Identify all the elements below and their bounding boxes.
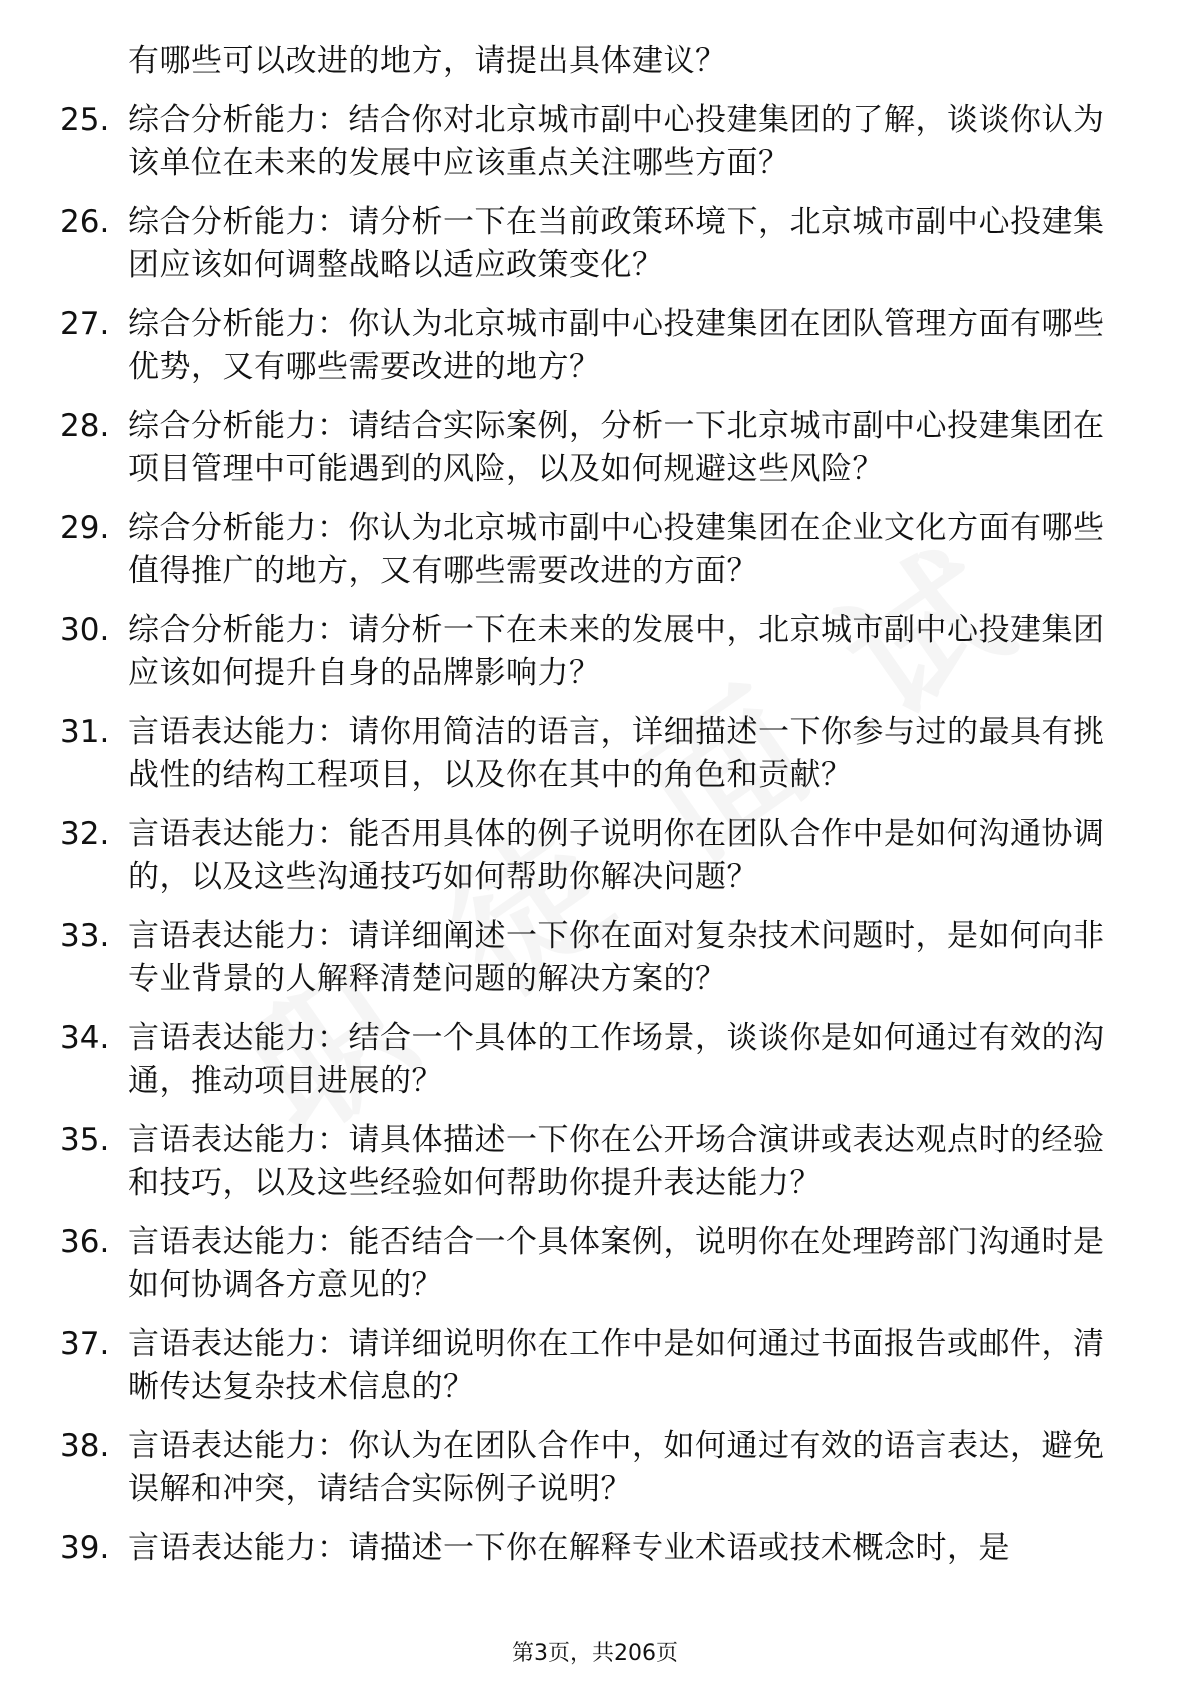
question-text: 综合分析能力：请结合实际案例，分析一下北京城市副中心投建集团在项目管理中可能遇到的风险，以及如何规避这些风险？ [128, 408, 1105, 487]
question-text: 言语表达能力：能否用具体的例子说明你在团队合作中是如何沟通协调的，以及这些沟通技巧如何帮助你解决问题？ [128, 816, 1105, 895]
question-text: 言语表达能力：请详细阐述一下你在面对复杂技术问题时，是如何向非专业背景的人解释清楚问题的解决方案的？ [128, 918, 1105, 997]
question-text: 综合分析能力：结合你对北京城市副中心投建集团的了解，谈谈你认为该单位在未来的发展中应该重点关注哪些方面？ [128, 102, 1105, 181]
question-number: 38. [60, 1428, 110, 1464]
question-number: 35. [60, 1122, 110, 1158]
question-number: 37. [60, 1326, 110, 1362]
question-text: 综合分析能力：你认为北京城市副中心投建集团在团队管理方面有哪些优势，又有哪些需要改进的地方？ [128, 306, 1105, 385]
question-item [60, 1119, 1120, 1205]
question-item [60, 813, 1120, 899]
continuation-text: 有哪些可以改进的地方，请提出具体建议？ [128, 43, 727, 79]
question-item [60, 1425, 1120, 1511]
question-number: 27. [60, 306, 110, 342]
question-text: 言语表达能力：请详细说明你在工作中是如何通过书面报告或邮件，清晰传达复杂技术信息的？ [128, 1326, 1105, 1405]
question-number: 25. [60, 102, 110, 138]
question-item [60, 507, 1120, 593]
question-number: 28. [60, 408, 110, 444]
question-number: 32. [60, 816, 110, 852]
question-text: 言语表达能力：请具体描述一下你在公开场合演讲或表达观点时的经验和技巧，以及这些经验如何帮助你提升表达能力？ [128, 1122, 1105, 1201]
question-text: 言语表达能力：请你用简洁的语言，详细描述一下你参与过的最具有挑战性的结构工程项目，以及你在其中的角色和贡献？ [128, 714, 1105, 793]
question-text: 综合分析能力：你认为北京城市副中心投建集团在企业文化方面有哪些值得推广的地方，又有哪些需要改进的方面？ [128, 510, 1105, 589]
question-item [60, 1221, 1120, 1307]
question-number: 34. [60, 1020, 110, 1056]
question-item [60, 1017, 1120, 1103]
question-number: 31. [60, 714, 110, 750]
question-number: 29. [60, 510, 110, 546]
question-item [60, 99, 1120, 185]
question-list [60, 40, 1120, 1586]
question-item [60, 1527, 1120, 1570]
question-number: 26. [60, 204, 110, 240]
question-item [60, 405, 1120, 491]
question-item [60, 303, 1120, 389]
question-item [60, 201, 1120, 287]
question-text: 言语表达能力：请描述一下你在解释专业术语或技术概念时，是 [128, 1530, 1010, 1566]
question-item [60, 609, 1120, 695]
question-text: 言语表达能力：能否结合一个具体案例，说明你在处理跨部门沟通时是如何协调各方意见的？ [128, 1224, 1105, 1303]
question-text: 综合分析能力：请分析一下在当前政策环境下，北京城市副中心投建集团应该如何调整战略以适应政策变化？ [128, 204, 1105, 283]
question-number: 33. [60, 918, 110, 954]
question-text: 言语表达能力：你认为在团队合作中，如何通过有效的语言表达，避免误解和冲突，请结合实际例子说明？ [128, 1428, 1105, 1507]
question-text: 言语表达能力：结合一个具体的工作场景，谈谈你是如何通过有效的沟通，推动项目进展的？ [128, 1020, 1105, 1099]
question-number: 30. [60, 612, 110, 648]
question-item [60, 1323, 1120, 1409]
question-number: 36. [60, 1224, 110, 1260]
page-footer: 第3页，共206页 [512, 1641, 678, 1666]
question-number: 39. [60, 1530, 110, 1566]
question-text: 综合分析能力：请分析一下在未来的发展中，北京城市副中心投建集团应该如何提升自身的品牌影响力？ [128, 612, 1105, 691]
question-item [60, 711, 1120, 797]
question-item [60, 915, 1120, 1001]
